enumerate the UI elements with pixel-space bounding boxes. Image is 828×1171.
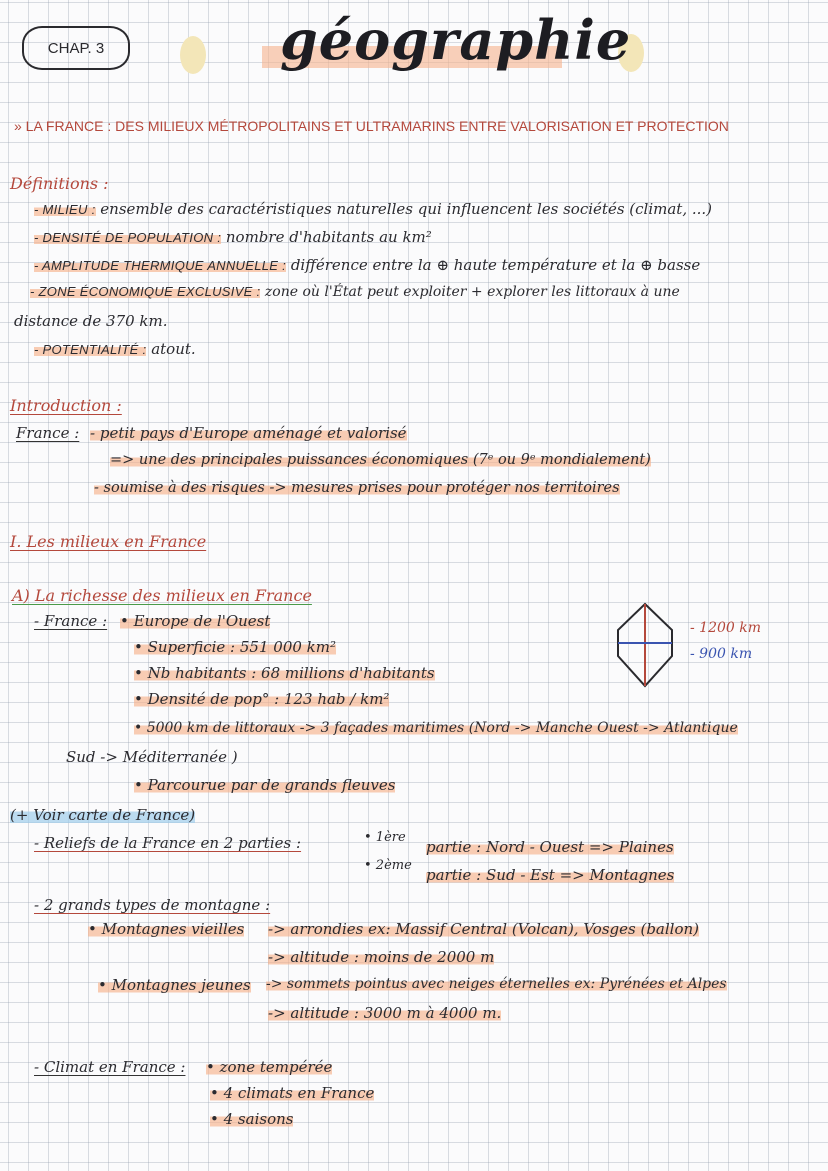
young-mountains-text: • Montagnes jeunes: [98, 976, 251, 994]
hexagon-svg: [612, 600, 678, 690]
climate-text: • zone tempérée: [206, 1058, 333, 1076]
definition-milieu: [34, 200, 712, 218]
fact-sud: [66, 748, 238, 766]
definition-term: - ZONE ÉCONOMIQUE EXCLUSIVE :: [30, 284, 261, 299]
fact-europe: [120, 612, 270, 630]
fact-text: • Nb habitants : 68 millions d'habitants: [134, 664, 435, 682]
old-mountains-detail-2: [268, 948, 494, 966]
chapter-label: CHAP. 3: [47, 39, 105, 57]
fact-text: • Parcourue par de grands fleuves: [134, 776, 396, 794]
hexagon-label-height: - 1200 km: [690, 620, 762, 636]
hexagon-diagram: [612, 600, 678, 690]
fact-text: • Superficie : 551 000 km²: [134, 638, 336, 656]
map-note: [10, 806, 195, 824]
introduction-text: - soumise à des risques -> mesures prises pour protéger nos territoires: [94, 480, 620, 496]
map-note-text: (+ Voir carte de France): [10, 806, 196, 824]
mountains-label: - 2 grands types de montagne :: [34, 896, 271, 914]
fact-text: • Europe de l'Ouest: [120, 612, 271, 630]
introduction-line-1: [90, 424, 407, 442]
definition-potentialite: [34, 340, 196, 358]
relief-text: partie : Nord - Ouest => Plaines: [426, 838, 674, 856]
detail-text: -> sommets pointus avec neiges éternelles ex: Pyrénées et Alpes: [266, 976, 727, 992]
definition-term: - DENSITÉ DE POPULATION :: [34, 230, 222, 245]
definition-text: nombre d'habitants au km²: [221, 228, 432, 246]
fact-densite: [134, 690, 389, 708]
fact-fleuves: [134, 776, 395, 794]
young-mountains-detail-2: [268, 1004, 501, 1022]
old-mountains-label: [88, 920, 244, 938]
climate-item-3: [210, 1110, 293, 1128]
definition-zee-continued: [14, 312, 168, 330]
climate-label: - Climat en France :: [34, 1058, 186, 1076]
fact-text: Sud -> Méditerranée ): [66, 748, 238, 766]
fact-superficie: [134, 638, 336, 656]
detail-text: -> arrondies ex: Massif Central (Volcan), Vosges (ballon): [268, 920, 700, 938]
relief-2: [426, 866, 674, 884]
climate-text: • 4 climats en France: [210, 1084, 375, 1102]
relief-text: partie : Sud - Est => Montagnes: [426, 866, 675, 884]
introduction-text: - petit pays d'Europe aménagé et valorisé: [90, 424, 407, 442]
definition-amplitude: [34, 256, 700, 274]
introduction-text: => une des principales puissances économiques (7ᵉ ou 9ᵉ mondialement): [110, 452, 651, 468]
definition-text: atout.: [146, 340, 196, 358]
reliefs-label: - Reliefs de la France en 2 parties :: [34, 834, 302, 852]
introduction-line-2: [110, 452, 651, 468]
detail-text: -> altitude : 3000 m à 4000 m.: [268, 1004, 502, 1022]
fact-littoraux: [134, 720, 738, 736]
young-mountains-detail-1: [266, 976, 727, 992]
fact-text: • 5000 km de littoraux -> 3 façades maritimes (Nord -> Manche Ouest -> Atlantique: [134, 720, 738, 736]
introduction-france-label: France :: [16, 424, 80, 442]
introduction-line-3: [94, 480, 620, 496]
definition-zee: [30, 284, 680, 300]
climate-item-2: [210, 1084, 374, 1102]
definition-text: ensemble des caractéristiques naturelles qui influencent les sociétés (climat, ...): [95, 200, 713, 218]
definition-term: - AMPLITUDE THERMIQUE ANNUELLE :: [34, 258, 287, 273]
young-mountains-label: [98, 976, 251, 994]
definition-term: - POTENTIALITÉ :: [34, 342, 147, 357]
definition-term: - MILIEU :: [34, 202, 96, 217]
relief-2-number: • 2ème: [364, 858, 412, 873]
hexagon-label-width: - 900 km: [690, 646, 753, 662]
definition-densite: [34, 228, 432, 246]
definition-text: différence entre la ⊕ haute température et la ⊕ basse: [286, 256, 701, 274]
moon-doodle-left-icon: [180, 36, 206, 74]
old-mountains-detail-1: [268, 920, 699, 938]
definitions-heading: Définitions :: [10, 174, 109, 193]
definition-text: distance de 370 km.: [14, 312, 168, 330]
climate-text: • 4 saisons: [210, 1110, 294, 1128]
section-1-heading: I. Les milieux en France: [10, 532, 207, 551]
relief-1: [426, 838, 674, 856]
fact-habitants: [134, 664, 435, 682]
introduction-heading: Introduction :: [10, 396, 122, 415]
page-title: géographie: [280, 8, 632, 72]
relief-1-number: • 1ère: [364, 830, 406, 845]
old-mountains-text: • Montagnes vieilles: [88, 920, 245, 938]
chapter-subtitle: » LA FRANCE : DES MILIEUX MÉTROPOLITAINS ET ULTRAMARINS ENTRE VALORISATION ET PROTECTION: [14, 118, 729, 134]
climate-item-1: [206, 1058, 332, 1076]
chapter-badge: [22, 26, 130, 70]
detail-text: -> altitude : moins de 2000 m: [268, 948, 495, 966]
france-label: - France :: [34, 612, 108, 630]
section-1a-heading: A) La richesse des milieux en France: [12, 586, 312, 605]
definition-text: zone où l'État peut exploiter + explorer les littoraux à une: [260, 284, 680, 300]
fact-text: • Densité de pop° : 123 hab / km²: [134, 690, 390, 708]
